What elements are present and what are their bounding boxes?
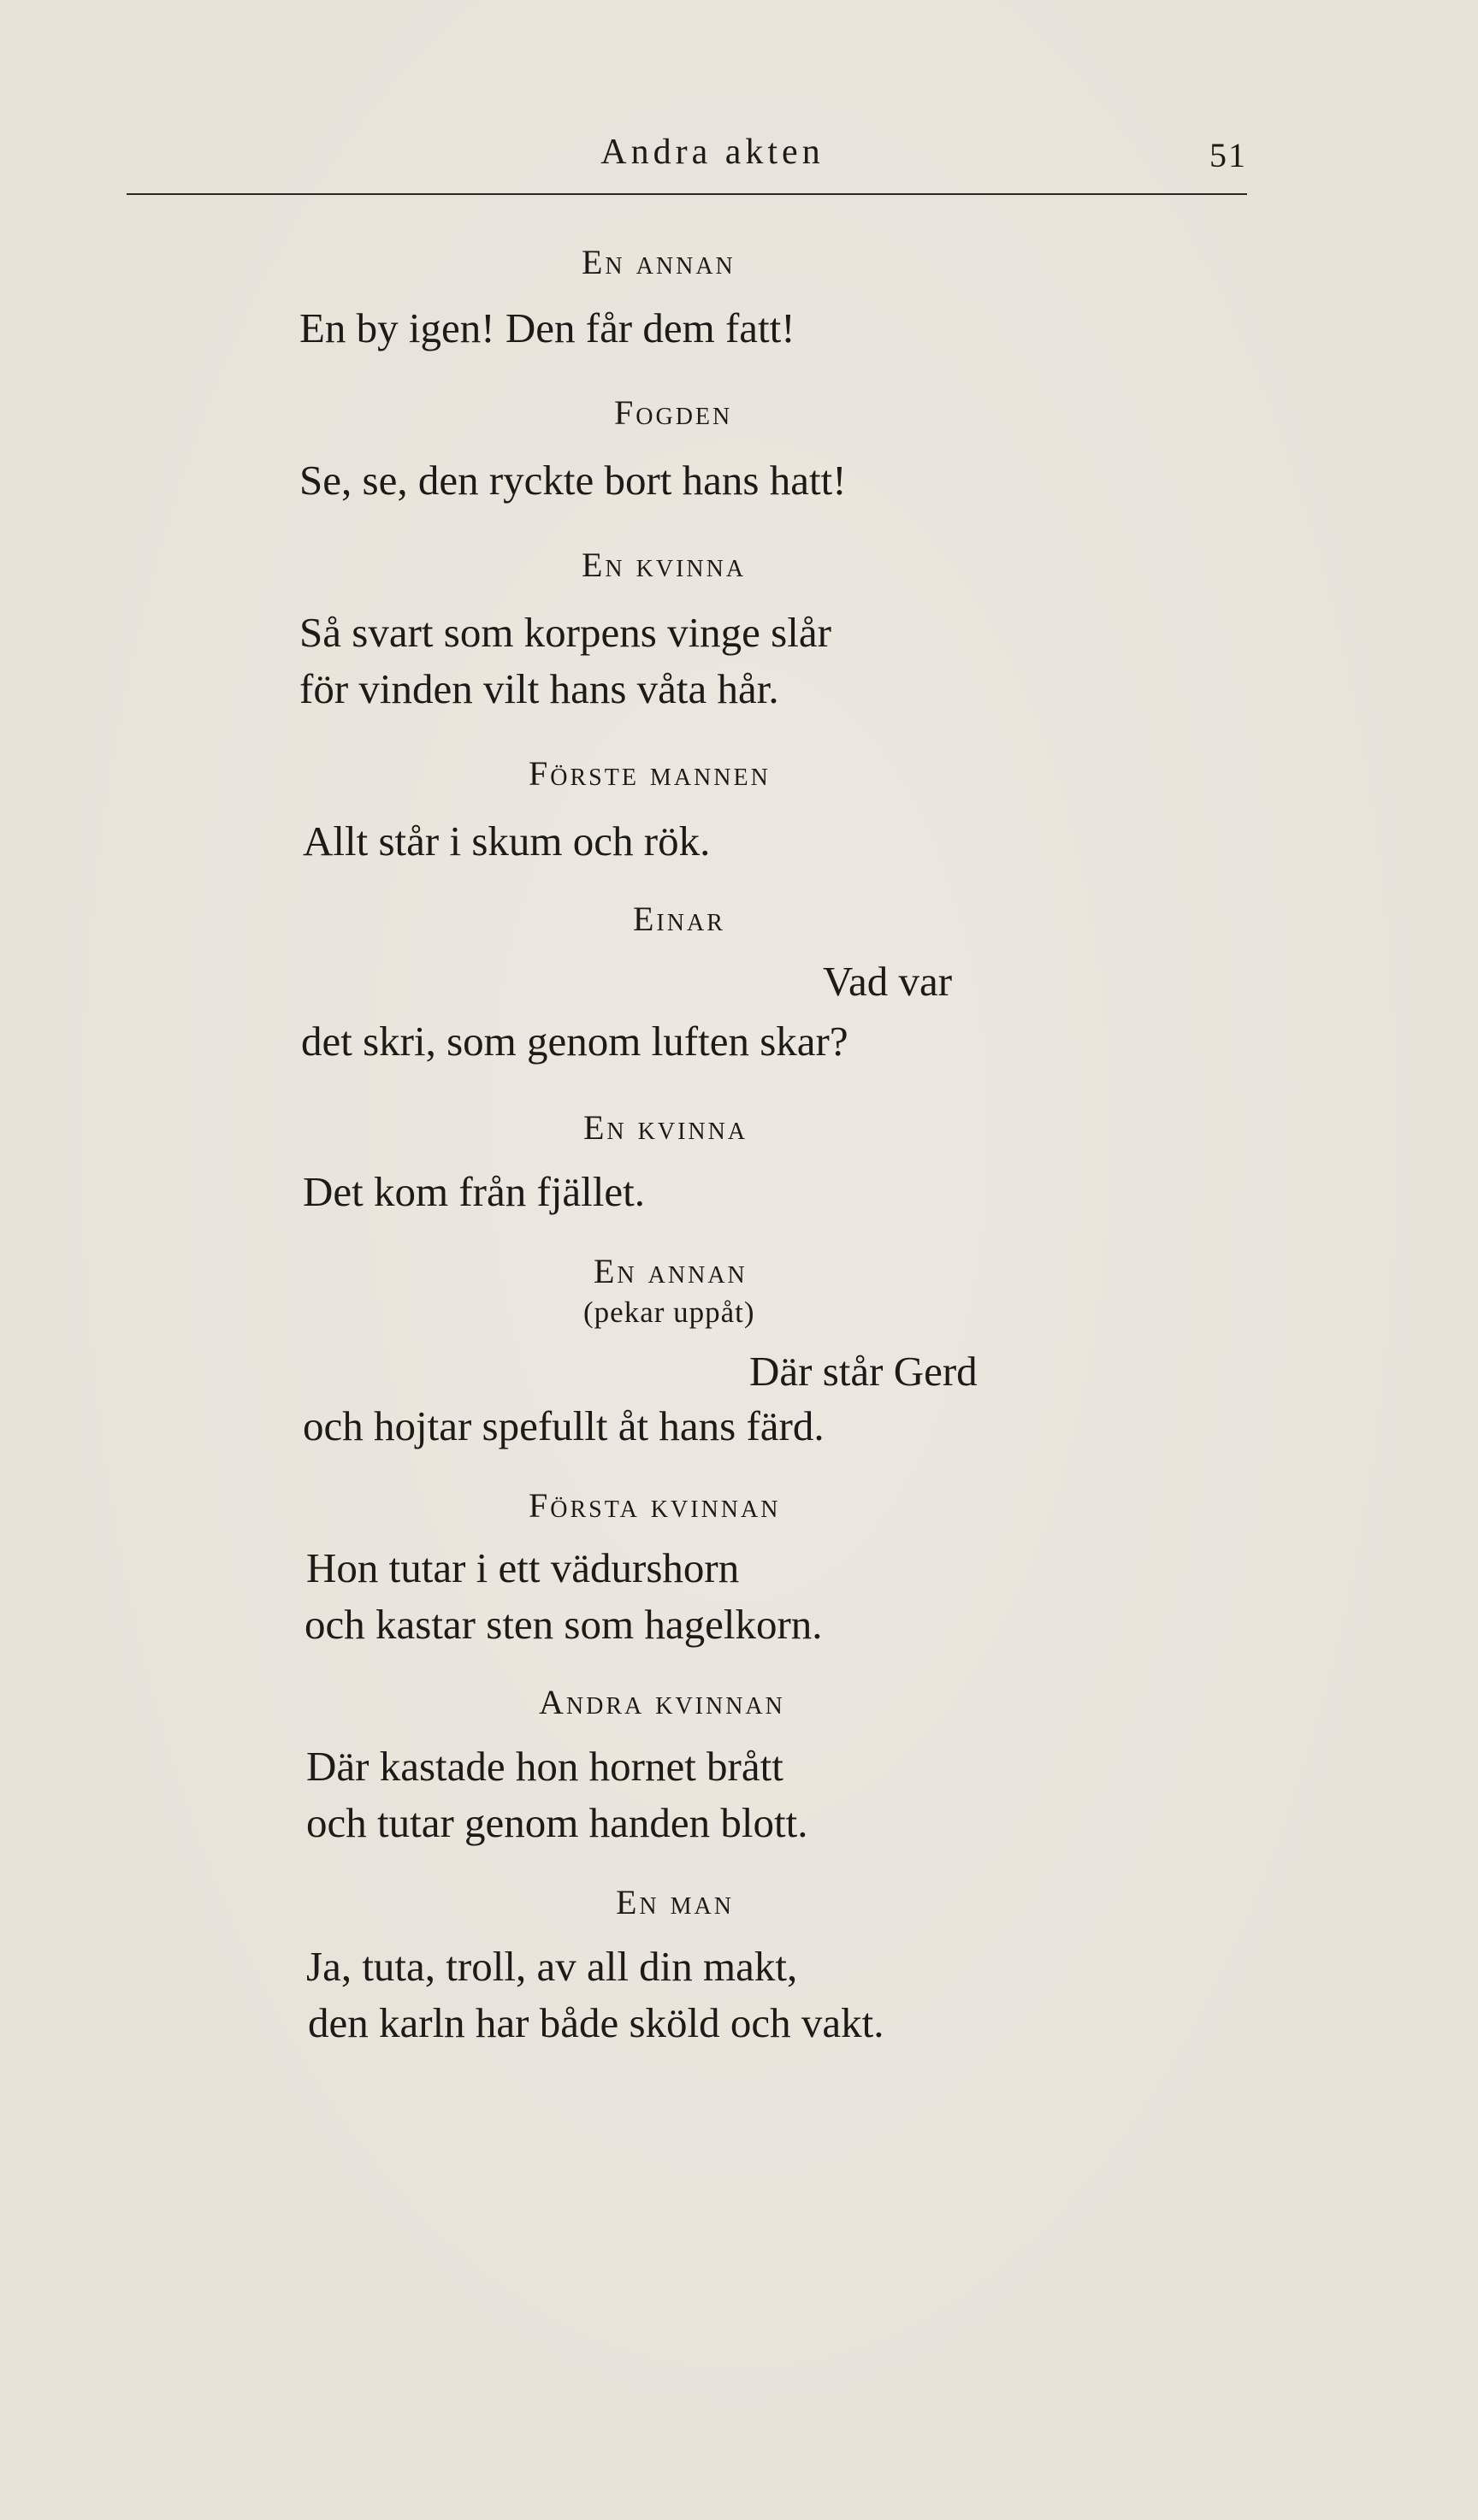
- running-title: Andra akten: [600, 133, 825, 172]
- verse-line: Hon tutar i ett vädurshorn: [306, 1544, 740, 1591]
- verse-line: Ja, tuta, troll, av all din makt,: [306, 1943, 798, 1990]
- verse-line: En by igen! Den får dem fatt!: [299, 304, 795, 351]
- speaker-einar: Einar: [633, 900, 725, 938]
- verse-line: Se, se, den ryckte bort hans hatt!: [299, 457, 847, 504]
- speaker-en-kvinna: En kvinna: [582, 546, 747, 584]
- verse-line: den karln har både sköld och vakt.: [308, 1999, 884, 2046]
- verse-line: Vad var: [823, 958, 953, 1005]
- speaker-en-annan: En annan: [582, 243, 736, 281]
- speaker-en-annan: En annan: [594, 1252, 748, 1290]
- verse-line: för vinden vilt hans våta hår.: [299, 665, 779, 712]
- stage-direction: (pekar uppåt): [583, 1295, 755, 1329]
- speaker-fogden: Fogden: [614, 393, 733, 432]
- verse-line: det skri, som genom luften skar?: [301, 1018, 848, 1065]
- verse-line: och kastar sten som hagelkorn.: [304, 1601, 823, 1648]
- verse-line: Så svart som korpens vinge slår: [299, 609, 831, 656]
- speaker-forste-mannen: Förste mannen: [529, 754, 771, 793]
- speaker-andra-kvinnan: Andra kvinnan: [539, 1683, 785, 1721]
- verse-line: Det kom från fjället.: [303, 1168, 646, 1215]
- speaker-forsta-kvinnan: Första kvinnan: [529, 1486, 781, 1525]
- verse-line: och tutar genom handen blott.: [306, 1799, 808, 1846]
- verse-line: Allt står i skum och rök.: [303, 817, 711, 865]
- verse-line: och hojtar spefullt åt hans färd.: [303, 1402, 825, 1449]
- speaker-en-man: En man: [616, 1883, 734, 1921]
- verse-line: Där kastade hon hornet brått: [306, 1743, 783, 1790]
- page-number: 51: [1209, 136, 1247, 174]
- verse-line: Där står Gerd: [749, 1348, 978, 1395]
- header-rule: [127, 193, 1247, 195]
- running-head: [127, 127, 1247, 195]
- speaker-en-kvinna: En kvinna: [583, 1108, 748, 1147]
